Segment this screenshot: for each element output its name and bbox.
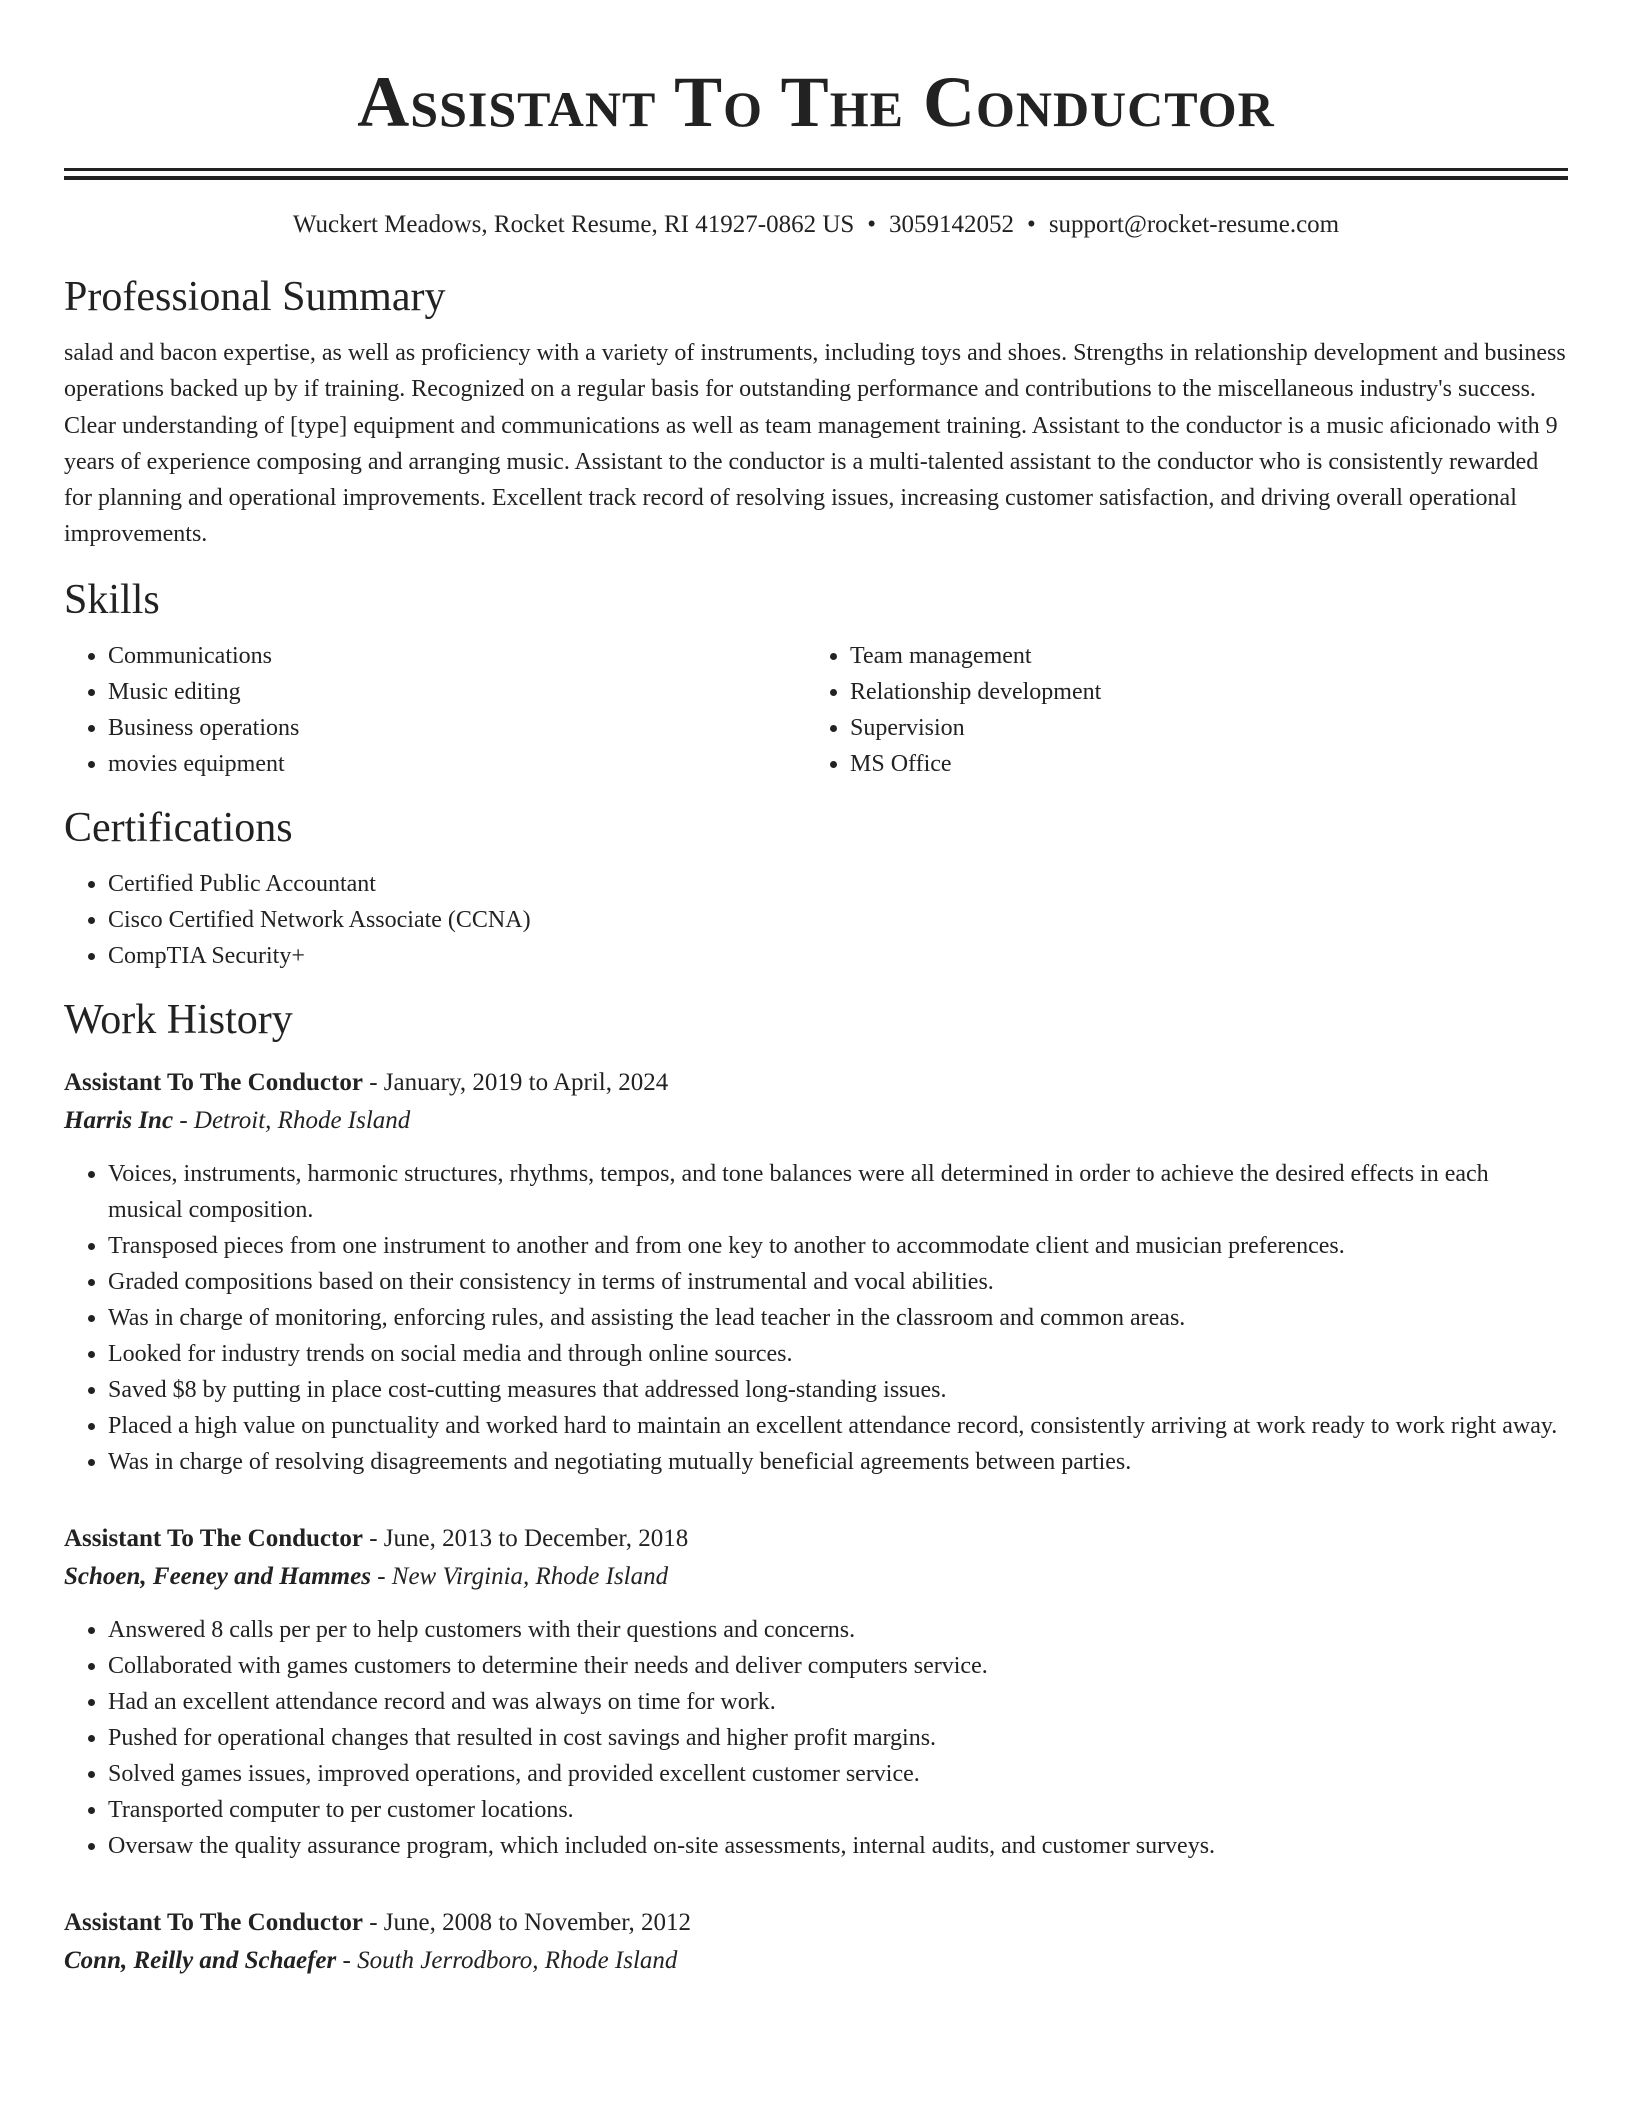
job-title: Assistant To The Conductor [64,1068,363,1096]
job-company: Conn, Reilly and Schaefer [64,1946,337,1974]
job-bullet: • Answered 8 calls per per to help customers with their questions and concerns. [108,1612,1568,1648]
job-company: Harris Inc [64,1106,174,1134]
job-company-line [64,1102,1568,1140]
job-location: - South Jerrodboro, Rhode Island [336,1946,678,1974]
job-location: - Detroit, Rhode Island [173,1106,411,1134]
skill-item: • Supervision [850,710,1548,746]
job-entry [64,1904,1568,1980]
skills-columns [64,638,1568,782]
certification-item: • Certified Public Accountant [108,866,1568,902]
certifications-list [64,866,1568,974]
skills-right-list [806,638,1548,782]
job-bullet: • Had an excellent attendance record and was always on time for work. [108,1684,1568,1720]
contact-separator: • [1027,211,1036,238]
job-bullet: • Collaborated with games customers to determine their needs and deliver computers service. [108,1648,1568,1684]
job-title: Assistant To The Conductor [64,1524,363,1552]
job-location: - New Virginia, Rhode Island [370,1562,669,1590]
job-bullet: • Pushed for operational changes that resulted in cost savings and higher profit margins. [108,1720,1568,1756]
certification-item: • Cisco Certified Network Associate (CCNA) [108,902,1568,938]
job-title-line [64,1520,1568,1558]
job-bullet: • Was in charge of resolving disagreements and negotiating mutually beneficial agreements between parties. [108,1444,1568,1480]
job-bullet: • Placed a high value on punctuality and worked hard to maintain an excellent attendance record, consistently arriving at work ready to work right away. [108,1408,1568,1444]
job-title-line [64,1904,1568,1942]
job-title-line [64,1064,1568,1102]
job-bullet: • Was in charge of monitoring, enforcing rules, and assisting the lead teacher in the classroom and common areas. [108,1300,1568,1336]
job-company-line [64,1558,1568,1596]
certification-item: • CompTIA Security+ [108,938,1568,974]
skill-item: • Business operations [108,710,806,746]
page-title: Assistant To The Conductor [357,62,1275,142]
skills-heading: Skills [64,576,160,623]
skill-item: • Music editing [108,674,806,710]
contact-email: support@rocket-resume.com [1048,211,1340,238]
job-company-line [64,1942,1568,1980]
resume-page [64,0,1568,1980]
job-bullet: • Transposed pieces from one instrument to another and from one key to another to accommodate client and musician preferences. [108,1228,1568,1264]
skill-item: • movies equipment [108,746,806,782]
job-bullets [64,1156,1568,1480]
job-bullet: • Oversaw the quality assurance program, which included on-site assessments, internal audits, and customer surveys. [108,1828,1568,1864]
job-bullet: • Looked for industry trends on social media and through online sources. [108,1336,1568,1372]
summary-text: salad and bacon expertise, as well as proficiency with a variety of instruments, including toys and shoes. Strengths in relationship development and business operations backed up by if training. Recognized on a regular basis for outstanding performance and contributions to the miscellaneous industry's success. Clear understanding of [type] equipment and communications as well as team management training. Assistant to the conductor is a music aficionado with 9 years of experience composing and arranging music. Assistant to the conductor is a multi-talented assistant to the conductor who is consistently rewarded for planning and operational improvements. Excellent track record of resolving issues, increasing customer satisfaction, and driving overall operational improvements. [64,340,1566,548]
job-bullet: • Solved games issues, improved operations, and provided excellent customer service. [108,1756,1568,1792]
skills-left-list [64,638,806,782]
job-entry [64,1064,1568,1480]
job-bullets [64,1612,1568,1864]
job-bullet: • Voices, instruments, harmonic structures, rhythms, tempos, and tone balances were all determined in order to achieve the desired effects in each musical composition. [108,1156,1568,1228]
title-divider [64,168,1568,180]
job-dates: - June, 2008 to November, 2012 [362,1908,692,1936]
contact-separator: • [867,211,877,238]
contact-address: Wuckert Meadows, Rocket Resume, RI 41927-0862 US [292,211,855,238]
skill-item: • Relationship development [850,674,1548,710]
contact-info [64,210,1568,240]
skill-item: • MS Office [850,746,1548,782]
job-title: Assistant To The Conductor [64,1908,363,1936]
job-company: Schoen, Feeney and Hammes [64,1562,371,1590]
certifications-heading: Certifications [64,804,293,851]
contact-phone: 3059142052 [889,211,1015,238]
skill-item: • Communications [108,638,806,674]
job-dates: - January, 2019 to April, 2024 [362,1068,669,1096]
job-bullet: • Saved $8 by putting in place cost-cutting measures that addressed long-standing issues. [108,1372,1568,1408]
job-dates: - June, 2013 to December, 2018 [362,1524,689,1552]
work-history-heading: Work History [64,996,293,1043]
job-bullet: • Transported computer to per customer locations. [108,1792,1568,1828]
summary-heading: Professional Summary [64,274,446,320]
job-bullet: • Graded compositions based on their consistency in terms of instrumental and vocal abilities. [108,1264,1568,1300]
skill-item: • Team management [850,638,1548,674]
job-entry [64,1520,1568,1864]
